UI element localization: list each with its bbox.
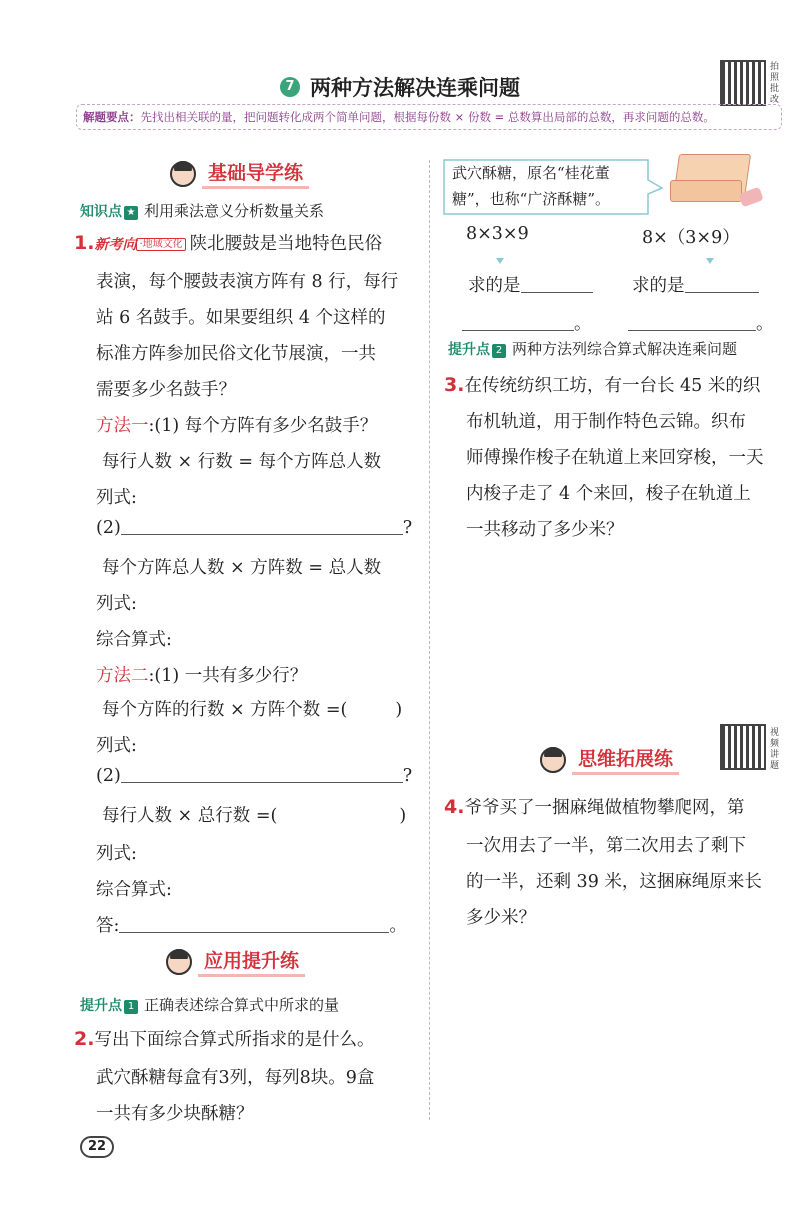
answer-blank[interactable]	[462, 330, 574, 331]
qmark: ?	[402, 766, 413, 786]
period: 。	[574, 314, 592, 334]
speech-line-2: 糖”，也称“广济酥糖”。	[452, 190, 611, 208]
answer-blank[interactable]	[119, 932, 389, 933]
answer-label: 答:	[96, 916, 120, 936]
kp-text: 正确表述综合算式中所求的量	[144, 996, 340, 1014]
paren: )	[399, 806, 407, 826]
q1-line-4: 标准方阵参加民俗文化节展演，一共	[96, 344, 376, 364]
q4-line-3: 的一半，还剩 39 米，这捆麻绳原来长	[466, 872, 762, 892]
kp-text: 两种方法列综合算式解决连乘问题	[512, 340, 738, 358]
paren: )	[395, 700, 403, 720]
q3-line-1	[444, 372, 760, 397]
ask-label: 求的是	[468, 276, 521, 296]
qr-code-icon[interactable]	[720, 724, 766, 770]
info-speech-bubble	[442, 158, 664, 216]
section-think-header	[540, 744, 679, 774]
formula-label: 列式:	[96, 736, 137, 756]
method1-question	[96, 412, 377, 437]
answer-line	[96, 912, 407, 937]
q3-line-4: 内梭子走了 4 个来回，梭子在轨道上	[466, 484, 751, 504]
page-number: 22	[80, 1136, 114, 1158]
answer-blank[interactable]	[685, 292, 759, 293]
knowledge-point-3	[448, 338, 737, 359]
q2-line-1	[74, 1026, 374, 1051]
q4-text: 爷爷买了一捆麻绳做植物攀爬网，第	[464, 798, 745, 818]
tip-key: 解题要点：	[83, 110, 141, 124]
answer-blank[interactable]	[121, 534, 403, 535]
answer-blank[interactable]	[121, 782, 403, 783]
qr-code-icon[interactable]	[720, 60, 766, 106]
period: 。	[756, 314, 774, 334]
period: 。	[389, 916, 407, 936]
candy-box-bottom	[670, 180, 742, 202]
badge-number-icon: 2	[492, 344, 506, 358]
ask-label: 求的是	[632, 276, 685, 296]
kp-tag: 知识点	[80, 204, 122, 220]
q1-line-2: 表演，每个腰鼓表演方阵有 8 行，每行	[96, 272, 399, 292]
ask-line-2	[632, 272, 759, 297]
new-trend-badge: 新考向	[94, 237, 137, 253]
relation-text: 每行人数 × 总行数 =(	[102, 806, 278, 826]
answer-blank[interactable]	[628, 330, 756, 331]
kp-tag: 提升点	[448, 342, 490, 358]
q2-text: 写出下面综合算式所指求的是什么。	[94, 1030, 375, 1050]
knowledge-point-2	[80, 994, 339, 1015]
page-title: 两种方法解决连乘问题	[310, 76, 520, 100]
mascot-icon	[170, 161, 196, 187]
topic-badge: ·地域文化	[136, 238, 185, 251]
q4-line-4: 多少米？	[466, 908, 536, 928]
q3-line-5: 一共移动了多少米？	[466, 520, 624, 540]
page-header	[0, 72, 800, 102]
star-icon: ★	[124, 206, 138, 220]
question-number: 2.	[74, 1028, 95, 1050]
mascot-icon	[166, 949, 192, 975]
mascot-icon	[540, 747, 566, 773]
combined-formula-label: 综合算式:	[96, 630, 172, 650]
method2-relation-1	[102, 696, 402, 721]
combined-formula-label: 综合算式:	[96, 880, 172, 900]
speech-line-1: 武穴酥糖，原名“桂花董	[452, 164, 610, 182]
section-title-apply: 应用提升练	[198, 946, 305, 977]
qmark: ?	[402, 518, 413, 538]
answer-blank[interactable]	[521, 292, 593, 293]
q3-line-3: 师傅操作梭子在轨道上来回穿梭，一天	[466, 448, 764, 468]
step-label: (2)	[96, 766, 121, 786]
q4-line-1	[444, 794, 744, 819]
section-apply-header	[166, 946, 305, 976]
q3-line-2: 布机轨道，用于制作特色云锦。织布	[466, 412, 746, 432]
section-title-think: 思维拓展练	[572, 744, 679, 775]
arrow-down-icon	[496, 258, 504, 264]
tip-box	[76, 104, 782, 130]
question-number: 1.	[74, 232, 95, 254]
formula-label: 列式:	[96, 844, 137, 864]
knowledge-point-1	[80, 200, 324, 221]
badge-number-icon: 1	[124, 1000, 138, 1014]
method1-q-text: :(1) 每个方阵有多少名鼓手？	[148, 416, 378, 436]
qr-label-video: 视频讲题	[770, 728, 780, 771]
step-label: (2)	[96, 518, 121, 538]
kp-text: 利用乘法意义分析数量关系	[144, 202, 325, 220]
ask-continue-2	[628, 310, 774, 335]
expression-1: 8×3×9	[466, 224, 529, 244]
question-number: 3.	[444, 374, 465, 396]
tip-body: 先找出相关联的量，把问题转化成两个简单问题，根据每份数 × 份数 = 总数算出局部的总数，再求问题的总数。	[140, 110, 715, 124]
q4-line-2: 一次用去了一半，第二次用去了剩下	[466, 836, 746, 856]
q1-line-1	[74, 230, 382, 255]
relation-text: 每个方阵的行数 × 方阵个数 =(	[102, 700, 348, 720]
question-number: 4.	[444, 796, 465, 818]
method1-relation-2: 每个方阵总人数 × 方阵数 = 总人数	[102, 558, 382, 578]
method1-label: 方法一	[96, 416, 149, 436]
lesson-number: 7	[280, 77, 300, 97]
column-divider	[429, 160, 430, 1120]
formula-label: 列式:	[96, 488, 137, 508]
q2-line-3: 一共有多少块酥糖？	[96, 1104, 254, 1124]
method2-q-text: :(1) 一共有多少行？	[148, 666, 308, 686]
q2-line-2: 武穴酥糖每盒有3列，每列8块。9盒	[96, 1068, 375, 1088]
kp-tag: 提升点	[80, 998, 122, 1014]
expression-2: 8×（3×9）	[642, 228, 740, 248]
method2-step2	[96, 766, 412, 786]
method2-relation-2	[102, 802, 406, 827]
q3-text: 在传统纺织工坊，有一台长 45 米的织	[464, 376, 761, 396]
method2-question	[96, 662, 307, 687]
method1-relation-1: 每行人数 × 行数 = 每个方阵总人数	[102, 452, 382, 472]
q1-text: 陕北腰鼓是当地特色民俗	[189, 234, 383, 254]
section-basic-header	[170, 158, 309, 188]
method1-step2	[96, 518, 412, 538]
q1-line-3: 站 6 名鼓手。如果要组织 4 个这样的	[96, 308, 386, 328]
arrow-down-icon	[706, 258, 714, 264]
qr-label-photo-correct: 拍照批改	[770, 62, 780, 105]
method2-label: 方法二	[96, 666, 149, 686]
ask-line-1	[468, 272, 593, 297]
candy-box-illustration	[668, 150, 770, 216]
formula-label: 列式:	[96, 594, 137, 614]
q1-line-5: 需要多少名鼓手？	[96, 380, 236, 400]
ask-continue-1	[462, 310, 592, 335]
section-title-basic: 基础导学练	[202, 158, 309, 189]
